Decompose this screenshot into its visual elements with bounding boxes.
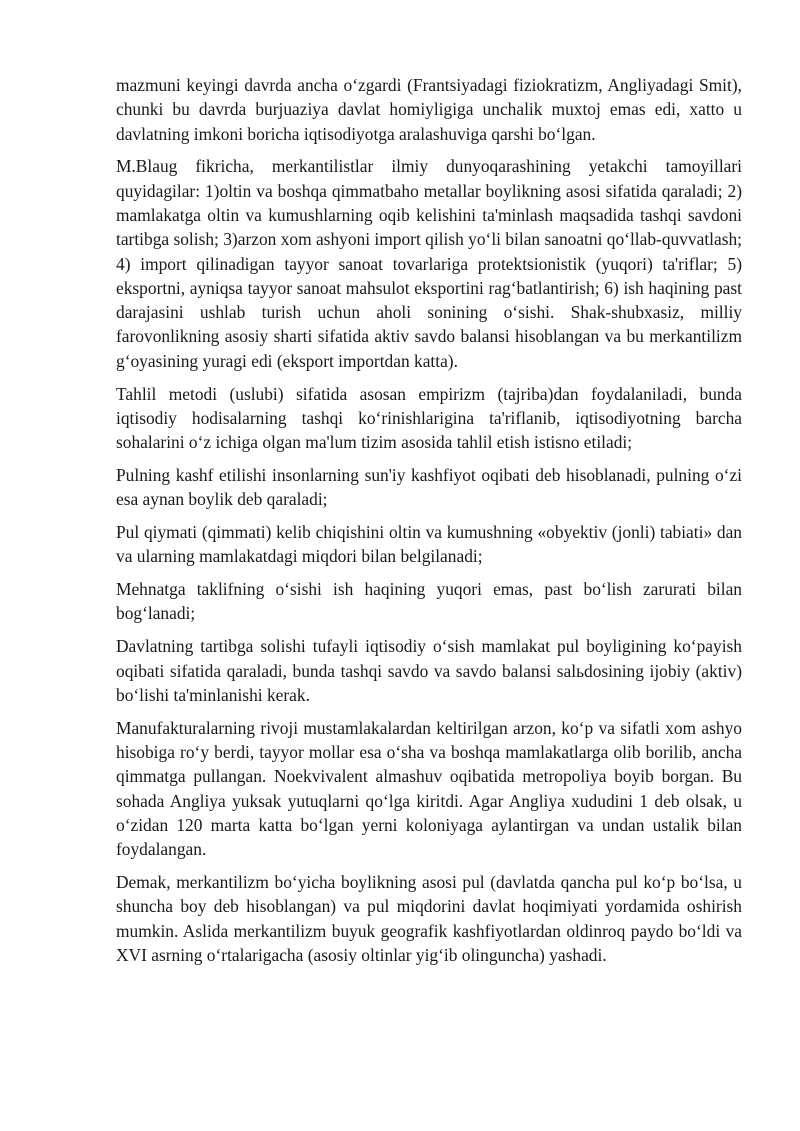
paragraph-4: Pulning kashf etilishi insonlarning sun'iy kashfiyot oqibati deb hisoblanadi, pulning o‘zi esa aynan boylik deb qaraladi; — [116, 464, 742, 510]
paragraph-1: mazmuni keyingi davrda ancha o‘zgardi (Frantsiyadagi fiziokratizm, Angliyadagi Smit), chunki bu davrda burjuaziya davlat homiyligiga unchalik muxtoj emas edi, xatto u davlatning imkoni boricha iqtisodiyotga aralashuviga qarshi bo‘lgan. — [116, 75, 742, 144]
document-page — [116, 73, 742, 976]
paragraph-2: M.Blaug fikricha, merkantilistlar ilmiy dunyoqarashining yetakchi tamoyillari quyidagilar: 1)oltin va boshqa qimmatbaho metallar boylikning asosi sifatida qaraladi; 2) mamlakatga oltin va kumushlarning oqib kelishini ta'minlash maqsadida tashqi savdoni tartibga solish; 3)arzon xom ashyoni import qilish yo‘li bilan sanoatni qo‘llab-quvvatlash; 4) import qilinadigan tayyor sanoat tovarlariga protektsionistik (yuqori) ta'riflar; 5) eksportni, ayniqsa tayyor sanoat mahsulot eksportini rag‘batlantirish; 6) ish haqining past darajasini ushlab turish uchun aholi sonining o‘sishi. Shak-shubxasiz, milliy farovonlikning asosiy sharti sifatida aktiv savdo balansi hisoblangan va bu merkantilizm g‘oyasining yuragi edi (eksport importdan katta). — [116, 156, 742, 371]
paragraph-9: Demak, merkantilizm bo‘yicha boylikning asosi pul (davlatda qancha pul ko‘p bo‘lsa, u shuncha boy deb hisoblangan) va pul miqdorini davlat hoqimiyati yordamida oshirish mumkin. Aslida merkantilizm buyuk geografik kashfiyotlardan oldinroq paydo bo‘ldi va XVI asrning o‘rtalarigacha (asosiy oltinlar yig‘ib olinguncha) yashadi. — [116, 871, 742, 965]
paragraph-7: Davlatning tartibga solishi tufayli iqtisodiy o‘sish mamlakat pul boyligining ko‘payish oqibati sifatida qaraladi, bunda tashqi savdo va savdo balansi salьdosining ijobiy (aktiv) bo‘lishi ta'minlanishi kerak. — [116, 636, 742, 705]
paragraph-8: Manufakturalarning rivoji mustamlakalardan keltirilgan arzon, ko‘p va sifatli xom ashyo hisobiga ro‘y berdi, tayyor mollar esa o‘sha va boshqa mamlakatlarga olib borilib, ancha qimmatga pullangan. Noekvivalent almashuv oqibatida metropoliya boyib borgan. Bu sohada Angliya yuksak yutuqlarni qo‘lga kiritdi. Agar Angliya xududini 1 deb olsak, u o‘zidan 120 marta katta bo‘lgan yerni koloniyaga aylantirgan va undan ustalik bilan foydalangan. — [116, 717, 742, 860]
paragraph-6: Mehnatga taklifning o‘sishi ish haqining yuqori emas, past bo‘lish zarurati bilan bog‘lanadi; — [116, 579, 742, 624]
paragraph-5: Pul qiymati (qimmati) kelib chiqishini oltin va kumushning «obyektiv (jonli) tabiati» dan va ularning mamlakatdagi miqdori bilan belgilanadi; — [116, 522, 742, 567]
paragraph-3: Tahlil metodi (uslubi) sifatida asosan empirizm (tajriba)dan foydalaniladi, bunda iqtisodiy hodisalarning tashqi ko‘rinishlarigina ta'riflanib, iqtisodiyotning barcha sohalarini o‘z ichiga olgan ma'lum tizim asosida tahlil etish istisno etiladi; — [116, 383, 742, 453]
